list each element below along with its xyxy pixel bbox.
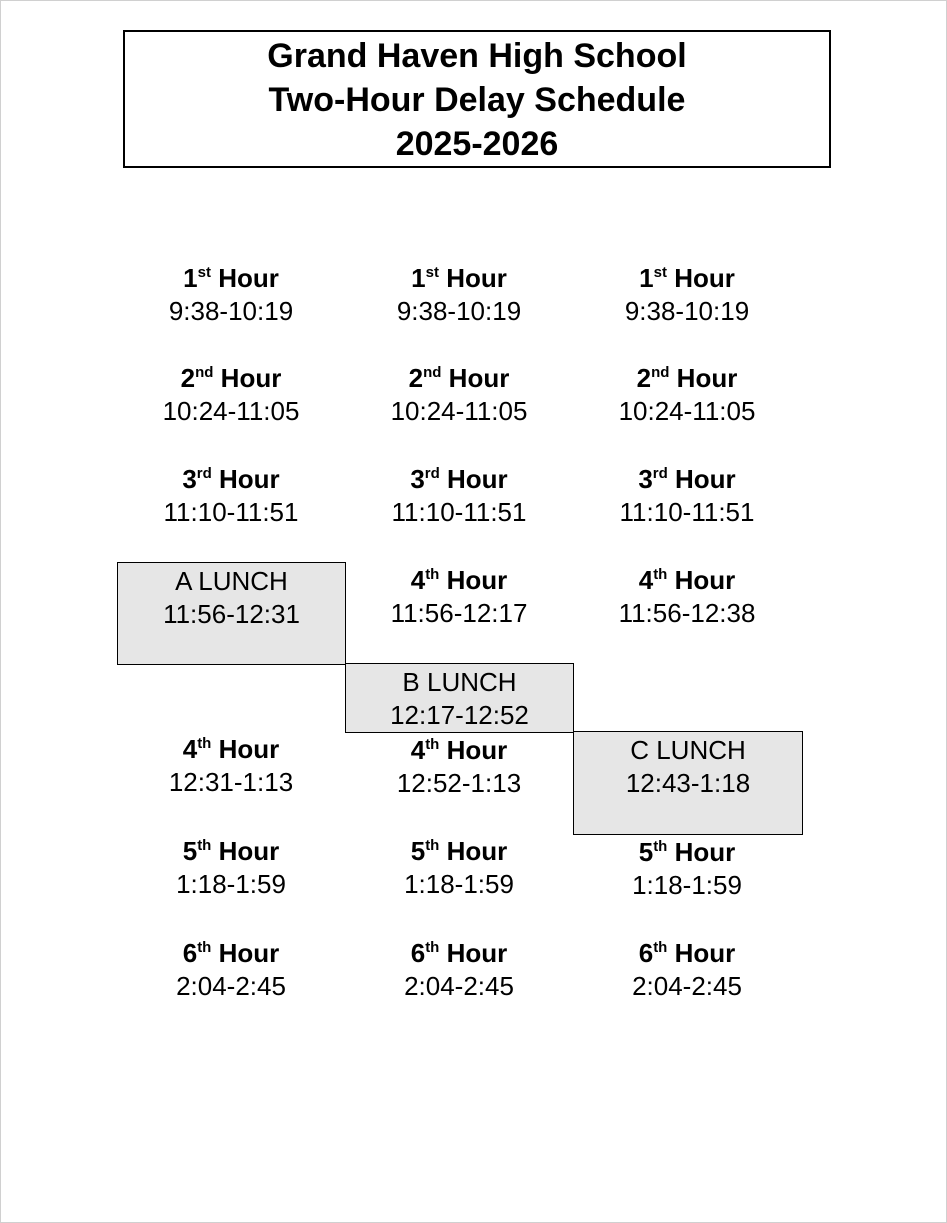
time-range: 1:18-1:59 [176, 869, 286, 899]
col2-hour4b: 4th Hour 12:52-1:13 [344, 734, 574, 800]
lunch-time: 12:43-1:18 [625, 768, 751, 798]
lunch-label: A LUNCH [175, 566, 288, 596]
lunch-time: 12:17-12:52 [390, 700, 529, 730]
col2-hour5: 5th Hour 1:18-1:59 [344, 835, 574, 901]
b-lunch-box [345, 663, 574, 733]
time-range: 11:56-12:38 [618, 598, 756, 628]
time-range: 2:04-2:45 [404, 971, 514, 1001]
col1-hour6: 6th Hour 2:04-2:45 [116, 937, 346, 1003]
col2-hour3: 3rd Hour 11:10-11:51 [344, 463, 574, 529]
lunch-time: 11:56-12:31 [163, 599, 300, 629]
schedule-title: Two-Hour Delay Schedule [268, 81, 686, 119]
col1-hour1: 1st Hour 9:38-10:19 [116, 262, 346, 328]
time-range: 2:04-2:45 [632, 971, 742, 1001]
school-name: Grand Haven High School [267, 37, 687, 75]
time-range: 10:24-11:05 [618, 396, 756, 426]
c-lunch-box [573, 731, 803, 835]
time-range: 1:18-1:59 [404, 869, 514, 899]
time-range: 11:56-12:17 [390, 598, 528, 628]
col2-hour4a: 4th Hour 11:56-12:17 [344, 564, 574, 630]
time-range: 2:04-2:45 [176, 971, 286, 1001]
a-lunch-box [117, 562, 346, 665]
col2-hour6: 6th Hour 2:04-2:45 [344, 937, 574, 1003]
col3-hour2: 2nd Hour 10:24-11:05 [572, 362, 802, 428]
col1-hour2: 2nd Hour 10:24-11:05 [116, 362, 346, 428]
col1-hour4: 4th Hour 12:31-1:13 [116, 733, 346, 799]
lunch-label: C LUNCH [630, 735, 746, 765]
time-range: 12:52-1:13 [396, 768, 522, 798]
school-year: 2025-2026 [395, 125, 559, 163]
time-range: 1:18-1:59 [632, 870, 742, 900]
col1-hour5: 5th Hour 1:18-1:59 [116, 835, 346, 901]
time-range: 10:24-11:05 [162, 396, 300, 426]
title-box [123, 30, 831, 168]
time-range: 11:10-11:51 [163, 497, 299, 527]
col1-hour3: 3rd Hour 11:10-11:51 [116, 463, 346, 529]
time-range: 9:38-10:19 [396, 296, 522, 326]
col3-hour4: 4th Hour 11:56-12:38 [572, 564, 802, 630]
col2-hour1: 1st Hour 9:38-10:19 [344, 262, 574, 328]
time-range: 11:10-11:51 [391, 497, 527, 527]
col3-hour1: 1st Hour 9:38-10:19 [572, 262, 802, 328]
time-range: 9:38-10:19 [624, 296, 750, 326]
time-range: 10:24-11:05 [390, 396, 528, 426]
col2-hour2: 2nd Hour 10:24-11:05 [344, 362, 574, 428]
time-range: 12:31-1:13 [168, 767, 294, 797]
col3-hour6: 6th Hour 2:04-2:45 [572, 937, 802, 1003]
lunch-label: B LUNCH [402, 667, 517, 697]
time-range: 9:38-10:19 [168, 296, 294, 326]
col3-hour5: 5th Hour 1:18-1:59 [572, 836, 802, 902]
time-range: 11:10-11:51 [619, 497, 755, 527]
col3-hour3: 3rd Hour 11:10-11:51 [572, 463, 802, 529]
